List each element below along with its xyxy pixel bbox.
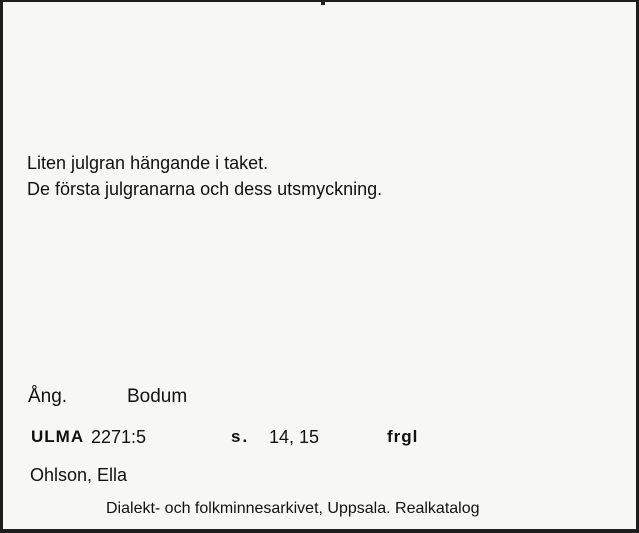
pages-value: 14, 15 (269, 427, 320, 447)
description-line-1: Liten julgran hängande i taket. (27, 153, 269, 173)
description-line-2: De första julgranarna och dess utsmyckning. (27, 179, 383, 199)
archive-code: ULMA (31, 427, 85, 446)
category-code: frgl (387, 427, 419, 446)
top-mark (321, 2, 325, 5)
pages-label: s. (231, 427, 250, 446)
description (27, 150, 382, 202)
record-number: 2271:5 (91, 427, 147, 447)
ang-value: Bodum (127, 386, 188, 407)
archive-footer: Dialekt- och folkminnesarkivet, Uppsala. Realkatalog (106, 500, 480, 517)
informant-name: Ohlson, Ella (30, 465, 128, 485)
catalog-card (3, 2, 636, 529)
ang-label: Ång. (28, 386, 68, 407)
